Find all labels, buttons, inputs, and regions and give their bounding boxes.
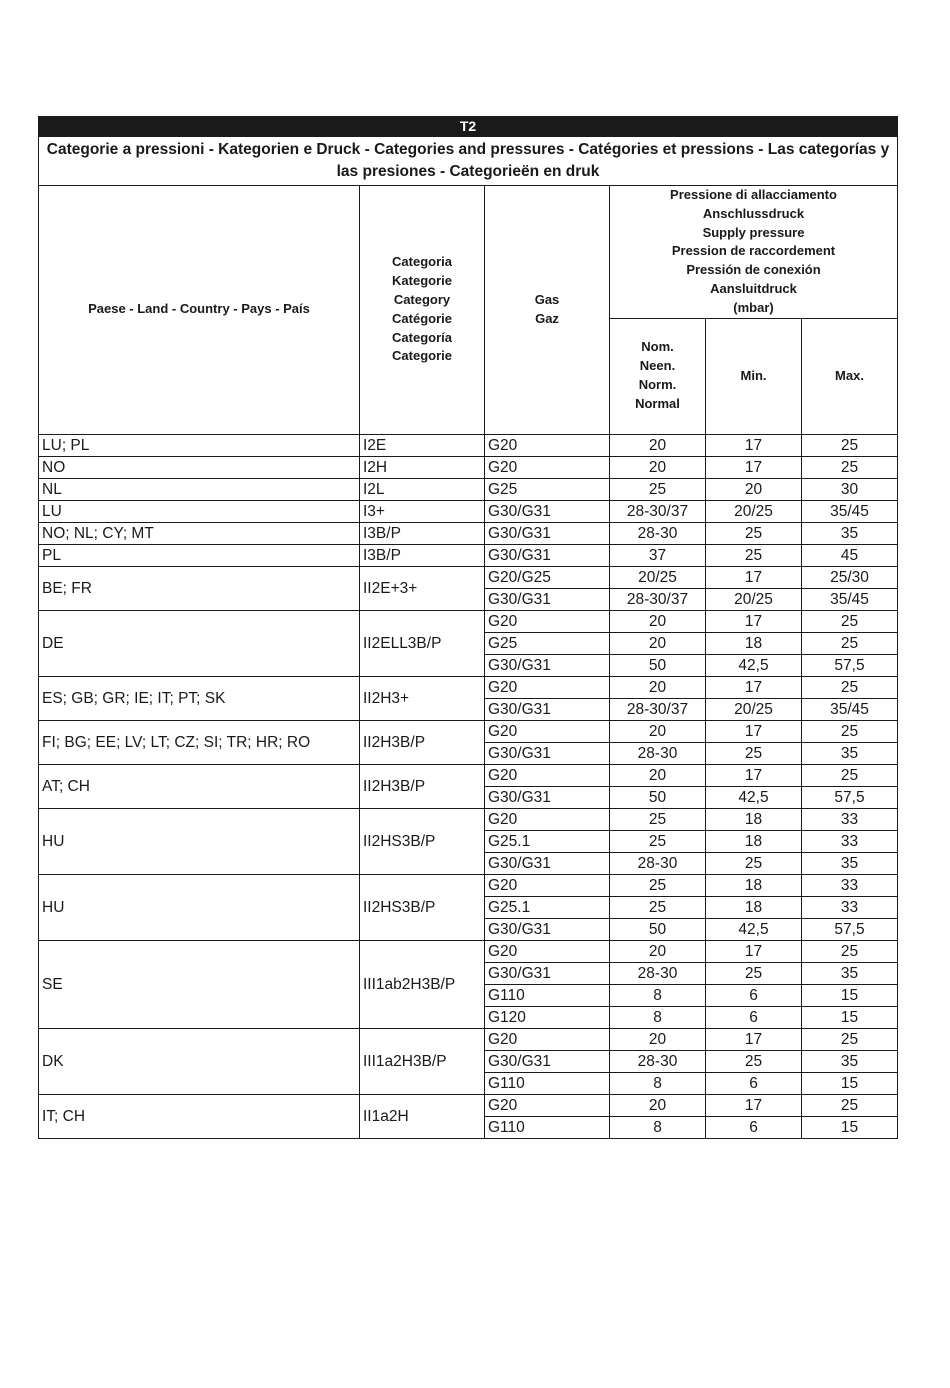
country-cell: HU	[39, 874, 360, 940]
country-cell: NO; NL; CY; MT	[39, 522, 360, 544]
max-pressure-cell: 15	[802, 1006, 898, 1028]
header-line: Supply pressure	[702, 224, 805, 240]
category-cell: I3+	[360, 500, 485, 522]
min-pressure-cell: 20/25	[706, 500, 802, 522]
nominal-pressure-cell: 20	[610, 1028, 706, 1050]
category-cell: III1ab2H3B/P	[360, 940, 485, 1028]
country-cell: NL	[39, 478, 360, 500]
gas-cell: G20	[485, 456, 610, 478]
min-pressure-cell: 25	[706, 1050, 802, 1072]
nominal-pressure-cell: 25	[610, 808, 706, 830]
category-cell: I2L	[360, 478, 485, 500]
table-row	[39, 1028, 898, 1050]
country-cell: BE; FR	[39, 566, 360, 610]
nominal-pressure-cell: 25	[610, 830, 706, 852]
header-line: Categorie	[392, 348, 452, 364]
min-pressure-cell: 6	[706, 1116, 802, 1138]
gas-cell: G25.1	[485, 830, 610, 852]
gas-cell: G25.1	[485, 896, 610, 918]
nominal-pressure-cell: 28-30/37	[610, 698, 706, 720]
nominal-pressure-cell: 28-30/37	[610, 588, 706, 610]
header-line: Catégorie	[392, 310, 452, 326]
gas-cell: G110	[485, 1116, 610, 1138]
table-row	[39, 522, 898, 544]
nominal-pressure-cell: 28-30	[610, 742, 706, 764]
gas-header	[485, 186, 610, 435]
gas-cell: G30/G31	[485, 962, 610, 984]
nominal-pressure-cell: 25	[610, 478, 706, 500]
gas-cell: G30/G31	[485, 588, 610, 610]
max-pressure-cell: 33	[802, 896, 898, 918]
min-pressure-cell: 20	[706, 478, 802, 500]
gas-cell: G20	[485, 720, 610, 742]
gas-cell: G30/G31	[485, 654, 610, 676]
category-cell: II2HS3B/P	[360, 874, 485, 940]
header-line: (mbar)	[733, 299, 774, 315]
table-row	[39, 456, 898, 478]
category-cell: I2H	[360, 456, 485, 478]
max-pressure-cell: 35/45	[802, 588, 898, 610]
country-cell: ES; GB; GR; IE; IT; PT; SK	[39, 676, 360, 720]
header-line: Normal	[635, 395, 680, 411]
max-pressure-cell: 15	[802, 1072, 898, 1094]
nominal-pressure-cell: 20	[610, 940, 706, 962]
category-cell: II2H3B/P	[360, 764, 485, 808]
country-cell: LU; PL	[39, 434, 360, 456]
country-cell: AT; CH	[39, 764, 360, 808]
max-pressure-cell: 35	[802, 852, 898, 874]
header-line: Pressión de conexión	[686, 262, 821, 278]
category-cell: II2H3+	[360, 676, 485, 720]
gas-cell: G30/G31	[485, 742, 610, 764]
table-row	[39, 610, 898, 632]
nominal-pressure-cell: 20	[610, 676, 706, 698]
gas-cell: G20	[485, 610, 610, 632]
gas-cell: G25	[485, 632, 610, 654]
max-pressure-cell: 25	[802, 610, 898, 632]
max-pressure-cell: 45	[802, 544, 898, 566]
header-line: Category	[393, 291, 451, 307]
header-line: Norm.	[638, 377, 677, 393]
category-cell: II2ELL3B/P	[360, 610, 485, 676]
max-pressure-cell: 57,5	[802, 654, 898, 676]
header-line: Anschlussdruck	[702, 205, 805, 221]
gas-cell: G20	[485, 940, 610, 962]
nominal-pressure-cell: 28-30	[610, 522, 706, 544]
nominal-pressure-cell: 28-30	[610, 1050, 706, 1072]
header-line: Pression de raccordement	[671, 243, 836, 259]
max-pressure-cell: 25/30	[802, 566, 898, 588]
nominal-pressure-cell: 8	[610, 984, 706, 1006]
min-pressure-cell: 6	[706, 1072, 802, 1094]
nominal-pressure-cell: 28-30	[610, 962, 706, 984]
header-line: Pressione di allacciamento	[670, 187, 837, 202]
max-pressure-cell: 35/45	[802, 500, 898, 522]
nominal-pressure-cell: 8	[610, 1116, 706, 1138]
nominal-header	[610, 318, 706, 434]
max-pressure-cell: 25	[802, 1094, 898, 1116]
max-pressure-cell: 35	[802, 1050, 898, 1072]
table-row	[39, 1094, 898, 1116]
max-pressure-cell: 25	[802, 632, 898, 654]
max-pressure-cell: 25	[802, 720, 898, 742]
category-cell: II2E+3+	[360, 566, 485, 610]
min-pressure-cell: 25	[706, 522, 802, 544]
header-line: Gas	[534, 291, 560, 307]
min-pressure-cell: 17	[706, 610, 802, 632]
nominal-pressure-cell: 20/25	[610, 566, 706, 588]
max-pressure-cell: 57,5	[802, 918, 898, 940]
min-pressure-cell: 17	[706, 1028, 802, 1050]
min-pressure-cell: 17	[706, 456, 802, 478]
min-pressure-cell: 6	[706, 1006, 802, 1028]
country-cell: LU	[39, 500, 360, 522]
max-pressure-cell: 33	[802, 874, 898, 896]
max-pressure-cell: 57,5	[802, 786, 898, 808]
max-pressure-cell: 30	[802, 478, 898, 500]
header-line: Nom.	[641, 339, 674, 355]
min-pressure-cell: 17	[706, 1094, 802, 1116]
max-pressure-cell: 25	[802, 456, 898, 478]
nominal-pressure-cell: 25	[610, 874, 706, 896]
nominal-pressure-cell: 20	[610, 764, 706, 786]
table-row	[39, 874, 898, 896]
min-header: Min.	[706, 318, 802, 434]
max-header: Max.	[802, 318, 898, 434]
header-line: Kategorie	[392, 273, 452, 289]
gas-cell: G110	[485, 984, 610, 1006]
gas-cell: G30/G31	[485, 698, 610, 720]
min-pressure-cell: 17	[706, 676, 802, 698]
max-pressure-cell: 35	[802, 742, 898, 764]
max-pressure-cell: 15	[802, 984, 898, 1006]
category-cell: II2HS3B/P	[360, 808, 485, 874]
min-pressure-cell: 18	[706, 830, 802, 852]
gas-cell: G20	[485, 434, 610, 456]
country-cell: PL	[39, 544, 360, 566]
category-cell: II1a2H	[360, 1094, 485, 1138]
min-pressure-cell: 17	[706, 566, 802, 588]
max-pressure-cell: 25	[802, 764, 898, 786]
min-pressure-cell: 17	[706, 940, 802, 962]
gas-cell: G20	[485, 808, 610, 830]
max-pressure-cell: 35	[802, 962, 898, 984]
max-pressure-cell: 25	[802, 1028, 898, 1050]
nominal-pressure-cell: 20	[610, 1094, 706, 1116]
max-pressure-cell: 35/45	[802, 698, 898, 720]
nominal-pressure-cell: 50	[610, 654, 706, 676]
table-row	[39, 720, 898, 742]
min-pressure-cell: 42,5	[706, 654, 802, 676]
header-line: Gaz	[535, 310, 559, 326]
nominal-pressure-cell: 50	[610, 786, 706, 808]
gas-cell: G30/G31	[485, 522, 610, 544]
gas-cell: G20/G25	[485, 566, 610, 588]
max-pressure-cell: 33	[802, 830, 898, 852]
gas-cell: G20	[485, 676, 610, 698]
table-body	[39, 434, 898, 1138]
min-pressure-cell: 25	[706, 962, 802, 984]
nominal-pressure-cell: 28-30	[610, 852, 706, 874]
header-line: Neen.	[639, 358, 676, 374]
max-pressure-cell: 25	[802, 940, 898, 962]
header-line: Aansluitdruck	[710, 280, 797, 296]
nominal-pressure-cell: 8	[610, 1006, 706, 1028]
country-cell: HU	[39, 808, 360, 874]
gas-cell: G20	[485, 764, 610, 786]
min-pressure-cell: 6	[706, 984, 802, 1006]
nominal-pressure-cell: 20	[610, 610, 706, 632]
gas-cell: G30/G31	[485, 918, 610, 940]
min-pressure-cell: 25	[706, 544, 802, 566]
nominal-pressure-cell: 50	[610, 918, 706, 940]
gas-cell: G30/G31	[485, 852, 610, 874]
category-cell: III1a2H3B/P	[360, 1028, 485, 1094]
gas-cell: G120	[485, 1006, 610, 1028]
table-row	[39, 676, 898, 698]
table-row	[39, 940, 898, 962]
max-pressure-cell: 25	[802, 434, 898, 456]
country-cell: NO	[39, 456, 360, 478]
supply-pressure-header	[610, 186, 898, 319]
gas-cell: G20	[485, 1094, 610, 1116]
min-pressure-cell: 18	[706, 808, 802, 830]
gas-cell: G30/G31	[485, 544, 610, 566]
max-pressure-cell: 25	[802, 676, 898, 698]
country-cell: IT; CH	[39, 1094, 360, 1138]
table-title: T2	[39, 117, 898, 137]
gas-cell: G30/G31	[485, 1050, 610, 1072]
min-pressure-cell: 25	[706, 852, 802, 874]
header-line: Categoría	[392, 329, 452, 345]
country-cell: FI; BG; EE; LV; LT; CZ; SI; TR; HR; RO	[39, 720, 360, 764]
min-pressure-cell: 18	[706, 632, 802, 654]
table-row	[39, 764, 898, 786]
min-pressure-cell: 17	[706, 764, 802, 786]
min-pressure-cell: 18	[706, 874, 802, 896]
table-row	[39, 566, 898, 588]
min-pressure-cell: 20/25	[706, 698, 802, 720]
table-caption: Categorie a pressioni - Kategorien e Druck - Categories and pressures - Catégories et pressions - Las categorías y las presiones - Categorieën en druk	[39, 137, 898, 186]
table-row	[39, 808, 898, 830]
country-cell: DK	[39, 1028, 360, 1094]
table-row	[39, 478, 898, 500]
min-pressure-cell: 17	[706, 720, 802, 742]
header-line: Categoria	[392, 254, 452, 270]
nominal-pressure-cell: 8	[610, 1072, 706, 1094]
gas-category-pressure-table	[38, 116, 898, 1139]
category-cell: I3B/P	[360, 544, 485, 566]
nominal-pressure-cell: 20	[610, 456, 706, 478]
category-cell: II2H3B/P	[360, 720, 485, 764]
gas-cell: G30/G31	[485, 786, 610, 808]
table-row	[39, 434, 898, 456]
category-cell: I2E	[360, 434, 485, 456]
nominal-pressure-cell: 28-30/37	[610, 500, 706, 522]
nominal-pressure-cell: 20	[610, 720, 706, 742]
min-pressure-cell: 42,5	[706, 786, 802, 808]
min-pressure-cell: 25	[706, 742, 802, 764]
country-cell: SE	[39, 940, 360, 1028]
gas-cell: G20	[485, 874, 610, 896]
nominal-pressure-cell: 37	[610, 544, 706, 566]
gas-cell: G20	[485, 1028, 610, 1050]
nominal-pressure-cell: 20	[610, 632, 706, 654]
max-pressure-cell: 35	[802, 522, 898, 544]
category-cell: I3B/P	[360, 522, 485, 544]
country-header: Paese - Land - Country - Pays - País	[39, 186, 360, 435]
country-cell: DE	[39, 610, 360, 676]
nominal-pressure-cell: 20	[610, 434, 706, 456]
table-row	[39, 544, 898, 566]
max-pressure-cell: 15	[802, 1116, 898, 1138]
gas-cell: G110	[485, 1072, 610, 1094]
gas-cell: G30/G31	[485, 500, 610, 522]
min-pressure-cell: 42,5	[706, 918, 802, 940]
min-pressure-cell: 17	[706, 434, 802, 456]
min-pressure-cell: 20/25	[706, 588, 802, 610]
min-pressure-cell: 18	[706, 896, 802, 918]
category-header	[360, 186, 485, 435]
table-row	[39, 500, 898, 522]
gas-cell: G25	[485, 478, 610, 500]
nominal-pressure-cell: 25	[610, 896, 706, 918]
max-pressure-cell: 33	[802, 808, 898, 830]
